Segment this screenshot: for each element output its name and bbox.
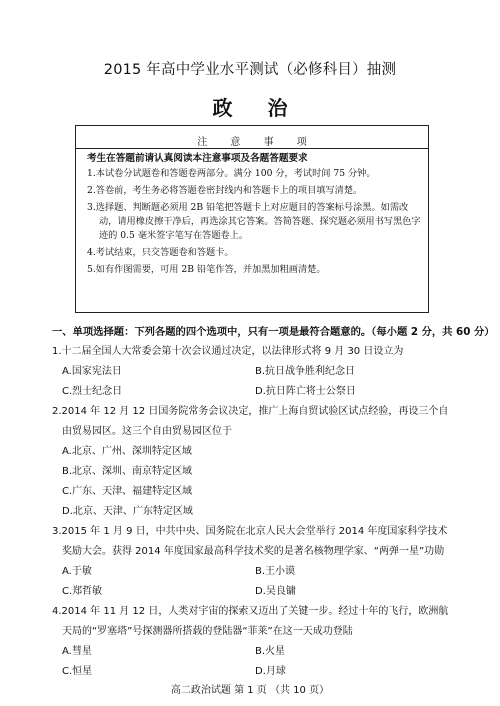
question-stem: 2.2014 年 12 月 12 日国务院常务会议决定，推广上海自贸试验区试点经验，再设三个自由贸易园区。这三个自由贸易园区位于 — [52, 406, 449, 437]
notice-item: 5.如有作图需要，可用 2B 铅笔作答，并加黑加粗画清楚。 — [87, 264, 326, 275]
option-b: B.王小谟 — [255, 566, 296, 577]
option-d: D.月球 — [255, 666, 286, 677]
option-d: D.北京、天津、广东特定区域 — [62, 506, 193, 517]
option-d: D.抗日阵亡将士公祭日 — [255, 386, 356, 397]
option-a: A.国家宪法日 — [62, 366, 122, 377]
question-1 — [52, 342, 452, 402]
notice-lead: 考生在答题前请认真阅读本注意事项及各题答题要求 — [87, 153, 308, 164]
notice-list — [87, 167, 422, 280]
option-a: A.于敏 — [62, 566, 92, 577]
question-stem: 4.2014 年 11 月 12 日，人类对宇宙的探索又迈出了关键一步。经过十年的飞行，欧洲航天局的“罗塞塔”号探测器所搭载的登陆器“菲莱”在这一天成功登陆 — [52, 606, 449, 637]
question-3 — [52, 522, 452, 602]
question-2 — [52, 402, 452, 522]
notice-item: 3.选择题、判断题必须用 2B 铅笔把答题卡上对应题目的答案标号涂黑。如需改动，请用橡皮擦干净后，再选涂其它答案。答简答题、探究题必须用书写黑色字迹的 0.5 毫米签字笔写在答题卷上。 — [87, 202, 421, 241]
question-stem: 1.十二届全国人大常委会第十次会议通过决定，以法律形式将 9 月 30 日设立为 — [52, 346, 404, 357]
section-heading: 一、单项选择题：下列各题的四个选项中，只有一项是最符合题意的。（每小题 2 分，共 60 分） — [52, 326, 495, 338]
page-footer: 高二政治试题 第 1 页 （共 10 页） — [170, 685, 330, 696]
exam-title: 2015 年高中学业水平测试（必修科目）抽测 — [103, 62, 397, 78]
option-a: A.彗星 — [62, 646, 92, 657]
option-c: C.广东、天津、福建特定区域 — [62, 486, 193, 497]
question-stem: 3.2015 年 1 月 9 日，中共中央、国务院在北京人民大会堂举行 2014 年度国家科学技术奖励大会。获得 2014 年度国家最高科学技术奖的是著名核物理学家、“两弹一星”功勋 — [52, 526, 448, 557]
subject-title: 政 治 — [212, 96, 302, 120]
option-group — [52, 642, 452, 682]
option-d: D.吴良镛 — [255, 586, 296, 597]
notice-item: 1.本试卷分试题卷和答题卷两部分。满分 100 分，考试时间 75 分钟。 — [87, 168, 376, 179]
question-4 — [52, 602, 452, 682]
option-c: C.烈士纪念日 — [62, 386, 123, 397]
question-list — [52, 342, 452, 682]
option-c: C.恒星 — [62, 666, 93, 677]
option-group — [52, 442, 452, 522]
notice-item: 2.答卷前，考生务必将答题卷密封线内和答题卡上的项目填写清楚。 — [87, 185, 363, 196]
option-group — [52, 562, 452, 602]
notice-box — [75, 125, 429, 313]
notice-divider — [76, 148, 428, 149]
option-a: A.北京、广州、深圳特定区域 — [62, 446, 192, 457]
option-c: C.郑哲敏 — [62, 586, 103, 597]
notice-item: 4.考试结束，只交答题卷和答题卡。 — [87, 247, 234, 258]
option-b: B.抗日战争胜利纪念日 — [255, 366, 356, 377]
option-b: B.北京、深圳、南京特定区域 — [62, 466, 193, 477]
option-b: B.火星 — [255, 646, 286, 657]
notice-title: 注 意 事 项 — [197, 137, 317, 148]
option-group — [52, 362, 452, 402]
